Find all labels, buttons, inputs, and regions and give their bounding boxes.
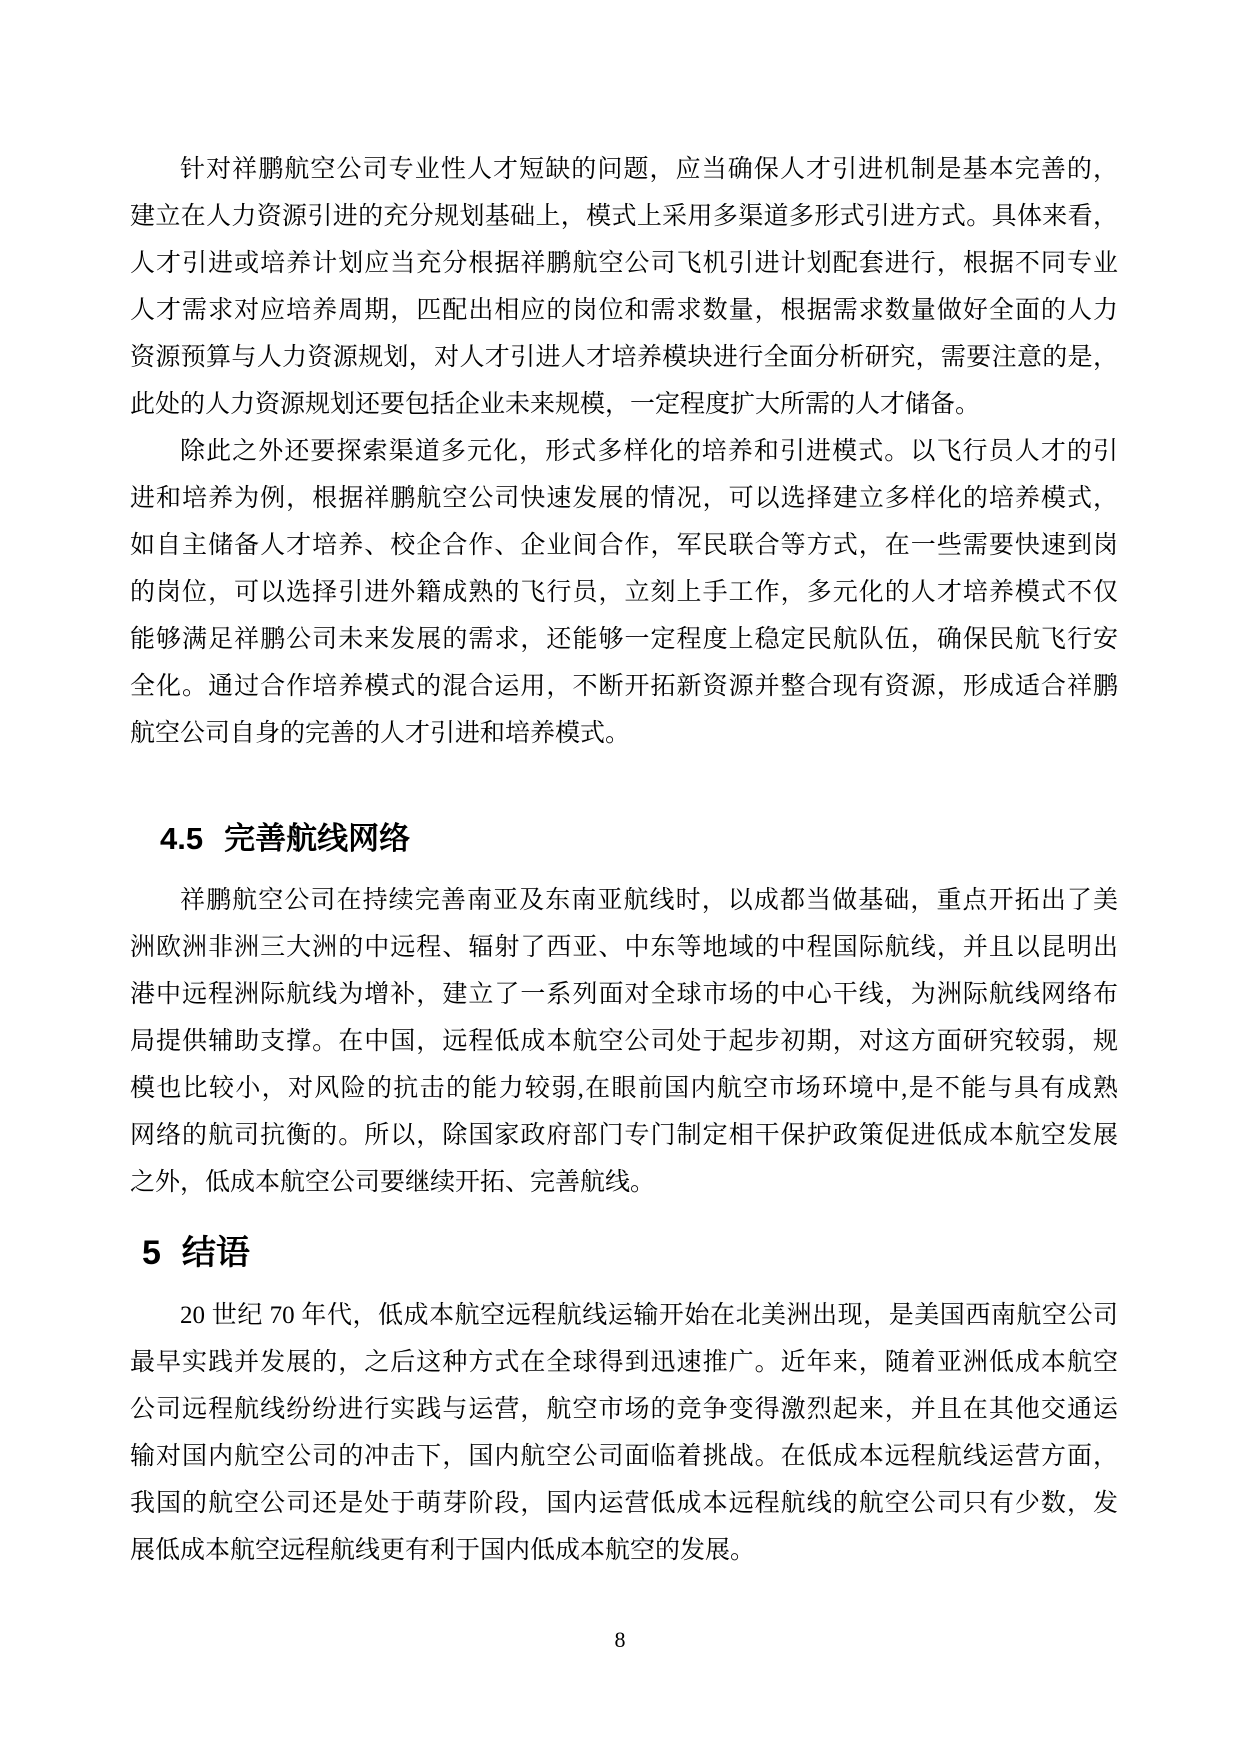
text-line: 输对国内航空公司的冲击下，国内航空公司面临着挑战。在低成本远程航线运营方面， (130, 1443, 1118, 1470)
text-line: 全化。通过合作培养模式的混合运用，不断开拓新资源并整合现有资源，形成适合祥鹏 (130, 673, 1118, 700)
text-line: 人才需求对应培养周期，匹配出相应的岗位和需求数量，根据需求数量做好全面的人力 (130, 297, 1118, 324)
text-line: 如自主储备人才培养、校企合作、企业间合作，军民联合等方式，在一些需要快速到岗 (130, 532, 1118, 559)
text-line: 我国的航空公司还是处于萌芽阶段，国内运营低成本远程航线的航空公司只有少数，发 (130, 1490, 1118, 1517)
text-line: 港中远程洲际航线为增补，建立了一系列面对全球市场的中心干线，为洲际航线网络布 (130, 981, 1118, 1008)
text-line: 人才引进或培养计划应当充分根据祥鹏航空公司飞机引进计划配套进行，根据不同专业 (130, 250, 1118, 277)
text-line: 网络的航司抗衡的。所以，除国家政府部门专门制定相干保护政策促进低成本航空发展 (130, 1122, 1118, 1149)
text-line: 进和培养为例，根据祥鹏航空公司快速发展的情况，可以选择建立多样化的培养模式， (130, 485, 1118, 512)
heading-section-5 (142, 1230, 1118, 1276)
heading-5-number: 5 (142, 1234, 161, 1272)
page-content (130, 146, 1118, 1574)
paragraph-talent-shortage (130, 146, 1118, 428)
text-line: 20 世纪 70 年代，低成本航空远程航线运输开始在北美洲出现，是美国西南航空公司 (180, 1302, 1118, 1329)
text-line: 建立在人力资源引进的充分规划基础上，模式上采用多渠道多形式引进方式。具体来看， (130, 203, 1118, 230)
text-line: 的岗位，可以选择引进外籍成熟的飞行员，立刻上手工作，多元化的人才培养模式不仅 (130, 579, 1118, 606)
text-line: 针对祥鹏航空公司专业性人才短缺的问题，应当确保人才引进机制是基本完善的， (180, 156, 1118, 183)
text-line: 最早实践并发展的，之后这种方式在全球得到迅速推广。近年来，随着亚洲低成本航空 (130, 1349, 1118, 1376)
text-line: 模也比较小，对风险的抗击的能力较弱,在眼前国内航空市场环境中,是不能与具有成熟 (130, 1075, 1118, 1102)
page-number: 8 (614, 1627, 626, 1652)
text-line: 之外，低成本航空公司要继续开拓、完善航线。 (130, 1169, 656, 1196)
heading-section-4-5 (160, 819, 1118, 859)
heading-4-5-number: 4.5 (160, 821, 204, 856)
text-line: 能够满足祥鹏公司未来发展的需求，还能够一定程度上稳定民航队伍，确保民航飞行安 (130, 626, 1118, 653)
text-line: 资源预算与人力资源规划，对人才引进人才培养模块进行全面分析研究，需要注意的是， (130, 344, 1118, 371)
text-line: 展低成本航空远程航线更有利于国内低成本航空的发展。 (130, 1537, 756, 1564)
text-line: 洲欧洲非洲三大洲的中远程、辐射了西亚、中东等地域的中程国际航线，并且以昆明出 (130, 934, 1118, 961)
heading-5-title: 结语 (181, 1234, 250, 1272)
paragraph-conclusion (130, 1292, 1118, 1574)
text-line: 除此之外还要探索渠道多元化，形式多样化的培养和引进模式。以飞行员人才的引 (180, 438, 1118, 465)
text-line: 此处的人力资源规划还要包括企业未来规模，一定程度扩大所需的人才储备。 (130, 391, 981, 418)
paragraph-diversified-training (130, 428, 1118, 757)
heading-4-5-title: 完善航线网络 (224, 821, 411, 856)
text-line: 祥鹏航空公司在持续完善南亚及东南亚航线时，以成都当做基础，重点开拓出了美 (180, 887, 1118, 914)
text-line: 局提供辅助支撑。在中国，远程低成本航空公司处于起步初期，对这方面研究较弱，规 (130, 1028, 1118, 1055)
paragraph-route-network (130, 877, 1118, 1206)
text-line: 公司远程航线纷纷进行实践与运营，航空市场的竞争变得激烈起来，并且在其他交通运 (130, 1396, 1118, 1423)
text-line: 航空公司自身的完善的人才引进和培养模式。 (130, 720, 631, 747)
